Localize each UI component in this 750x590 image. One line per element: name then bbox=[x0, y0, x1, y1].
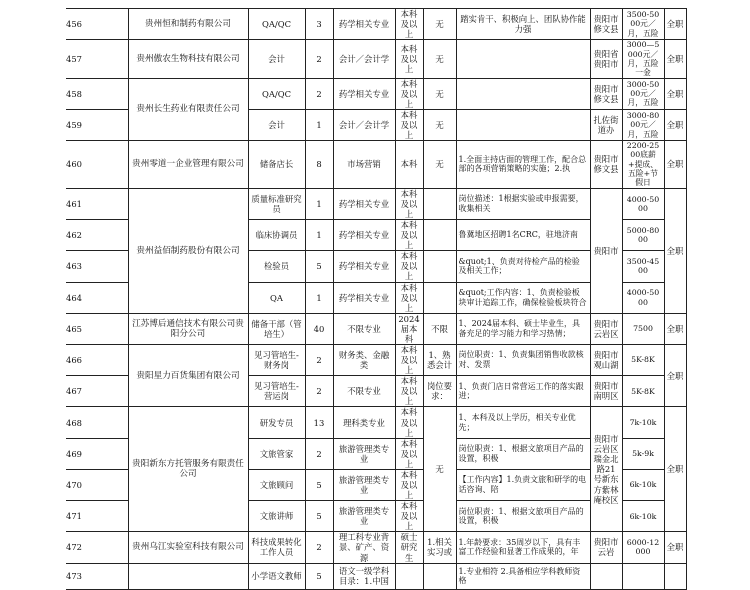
job-requirements: 1、本科及以上学历，相关专业优先； bbox=[456, 407, 590, 438]
position-name: 储备店长 bbox=[248, 141, 305, 189]
experience-requirement: 1、熟悉会计 bbox=[423, 344, 456, 375]
table-row bbox=[66, 563, 686, 589]
education-requirement: 本科及以上 bbox=[395, 438, 423, 469]
job-type: 全职 bbox=[664, 188, 686, 313]
headcount: 1 bbox=[305, 188, 333, 219]
education-requirement: 本科及以上 bbox=[395, 251, 423, 282]
headcount: 5 bbox=[305, 251, 333, 282]
salary: 3000—5000元／月，五险一金 bbox=[622, 40, 664, 78]
company-name: 贵州恒和制药有限公司 bbox=[128, 9, 248, 40]
position-name: 文旅管家 bbox=[248, 438, 305, 469]
experience-requirement: 无 bbox=[423, 109, 456, 140]
headcount: 2 bbox=[305, 438, 333, 469]
table-row bbox=[66, 313, 686, 344]
work-location: 贵阳市修文县 bbox=[590, 78, 622, 109]
row-number: 462 bbox=[66, 220, 128, 251]
experience-requirement: 无 bbox=[423, 78, 456, 109]
company-name: 贵阳星力百货集团有限公司 bbox=[128, 344, 248, 406]
headcount: 2 bbox=[305, 78, 333, 109]
job-listing-table bbox=[66, 8, 687, 590]
company-name: 贵州傲农生物科技有限公司 bbox=[128, 40, 248, 78]
row-number: 457 bbox=[66, 40, 128, 78]
position-name: 质量标准研究员 bbox=[248, 188, 305, 219]
education-requirement: 本科及以上 bbox=[395, 282, 423, 313]
table-row bbox=[66, 9, 686, 40]
job-requirements: 1.年龄要求：35周岁以下，具有丰富工作经验和显著工作成果的，年 bbox=[456, 532, 590, 563]
row-number: 470 bbox=[66, 469, 128, 500]
job-type: 全职 bbox=[664, 532, 686, 563]
major-requirement: 市场营销 bbox=[333, 141, 395, 189]
work-location: 贵阳市云岩 bbox=[590, 532, 622, 563]
salary: 7500 bbox=[622, 313, 664, 344]
headcount: 5 bbox=[305, 501, 333, 532]
position-name: 小学语文教师 bbox=[248, 563, 305, 589]
company-name: 江苏博后通信技术有限公司贵阳分公司 bbox=[128, 313, 248, 344]
salary: 5k-9k bbox=[622, 438, 664, 469]
headcount: 2 bbox=[305, 532, 333, 563]
job-requirements bbox=[456, 78, 590, 109]
education-requirement: 本科及以上 bbox=[395, 344, 423, 375]
row-number: 466 bbox=[66, 344, 128, 375]
headcount: 1 bbox=[305, 282, 333, 313]
headcount: 2 bbox=[305, 344, 333, 375]
row-number: 459 bbox=[66, 109, 128, 140]
row-number: 471 bbox=[66, 501, 128, 532]
work-location: 贵阳市修文县 bbox=[590, 141, 622, 189]
row-number: 467 bbox=[66, 376, 128, 407]
major-requirement: 理科类专业 bbox=[333, 407, 395, 438]
salary bbox=[622, 563, 664, 589]
salary: 6k-10k bbox=[622, 469, 664, 500]
job-type: 全职 bbox=[664, 313, 686, 344]
company-name bbox=[128, 563, 248, 589]
job-requirements: 岗位职责：1、根据文旅项目产品的设置，积极 bbox=[456, 501, 590, 532]
job-type: 全职 bbox=[664, 40, 686, 78]
job-type: 全职 bbox=[664, 344, 686, 406]
job-requirements bbox=[456, 109, 590, 140]
row-number: 456 bbox=[66, 9, 128, 40]
table-row bbox=[66, 344, 686, 375]
position-name: 研发专员 bbox=[248, 407, 305, 438]
major-requirement: 旅游管理类专业 bbox=[333, 469, 395, 500]
position-name: QA/QC bbox=[248, 78, 305, 109]
job-requirements: 踏实肯干、积极向上、团队协作能力强 bbox=[456, 9, 590, 40]
work-location: 贵阳市南明区 bbox=[590, 376, 622, 407]
job-requirements: 1.全面主持店面的管理工作，配合总部的各项营销策略的实施；2.执 bbox=[456, 141, 590, 189]
education-requirement: 本科 bbox=[395, 141, 423, 189]
position-name: 会计 bbox=[248, 40, 305, 78]
work-location: 贵阳市观山湖 bbox=[590, 344, 622, 375]
work-location: 贵阳市 bbox=[590, 188, 622, 313]
salary: 5000-8000 bbox=[622, 220, 664, 251]
salary: 5K-8K bbox=[622, 344, 664, 375]
work-location: 贵阳市云岩区 bbox=[590, 313, 622, 344]
position-name: 见习管培生-财务岗 bbox=[248, 344, 305, 375]
position-name: 文旅顾问 bbox=[248, 469, 305, 500]
salary: 2200-2500底薪+提成、五险+节假日 bbox=[622, 141, 664, 189]
major-requirement: 不限专业 bbox=[333, 313, 395, 344]
row-number: 465 bbox=[66, 313, 128, 344]
salary: 3500-5000元／月，五险 bbox=[622, 9, 664, 40]
job-requirements: &quot;1、负责对待检产品的检验及相关工作； bbox=[456, 251, 590, 282]
headcount: 1 bbox=[305, 109, 333, 140]
table-row bbox=[66, 532, 686, 563]
experience-requirement: 无 bbox=[423, 9, 456, 40]
experience-requirement bbox=[423, 188, 456, 219]
major-requirement: 理工科专业背景、矿产、资源 bbox=[333, 532, 395, 563]
position-name: 储备干部（管培生） bbox=[248, 313, 305, 344]
salary: 4000-5000 bbox=[622, 282, 664, 313]
education-requirement: 本科及以上 bbox=[395, 376, 423, 407]
position-name: 见习管培生-营运岗 bbox=[248, 376, 305, 407]
major-requirement: 会计／会计学 bbox=[333, 40, 395, 78]
education-requirement bbox=[395, 563, 423, 589]
table-row bbox=[66, 407, 686, 438]
position-name: 临床协调员 bbox=[248, 220, 305, 251]
job-type: 全职 bbox=[664, 9, 686, 40]
position-name: 会计 bbox=[248, 109, 305, 140]
company-name: 贵州益佰制药股份有限公司 bbox=[128, 188, 248, 313]
row-number: 464 bbox=[66, 282, 128, 313]
job-listing-table-container bbox=[66, 8, 686, 590]
row-number: 463 bbox=[66, 251, 128, 282]
salary: 6k-10k bbox=[622, 501, 664, 532]
education-requirement: 本科及以上 bbox=[395, 78, 423, 109]
major-requirement: 药学相关专业 bbox=[333, 251, 395, 282]
education-requirement: 本科及以上 bbox=[395, 501, 423, 532]
row-number: 469 bbox=[66, 438, 128, 469]
company-name: 贵州乌江实验室科技有限公司 bbox=[128, 532, 248, 563]
major-requirement: 财务类、金融类 bbox=[333, 344, 395, 375]
row-number: 468 bbox=[66, 407, 128, 438]
job-requirements bbox=[456, 40, 590, 78]
education-requirement: 本科及以上 bbox=[395, 109, 423, 140]
position-name: 科技成果转化工作人员 bbox=[248, 532, 305, 563]
headcount: 2 bbox=[305, 376, 333, 407]
headcount: 2 bbox=[305, 40, 333, 78]
major-requirement: 不限专业 bbox=[333, 376, 395, 407]
experience-requirement: 岗位要求： bbox=[423, 376, 456, 407]
job-type: 全职 bbox=[664, 78, 686, 109]
major-requirement: 旅游管理类专业 bbox=[333, 501, 395, 532]
position-name: QA/QC bbox=[248, 9, 305, 40]
education-requirement: 硕士研究生 bbox=[395, 532, 423, 563]
table-row bbox=[66, 188, 686, 219]
job-requirements: 【工作内容】1.负责文旅和研学的电话咨询、陪 bbox=[456, 469, 590, 500]
education-requirement: 本科及以上 bbox=[395, 188, 423, 219]
row-number: 473 bbox=[66, 563, 128, 589]
education-requirement: 2024届本科 bbox=[395, 313, 423, 344]
job-type: 全职 bbox=[664, 141, 686, 189]
job-type bbox=[664, 563, 686, 589]
headcount: 5 bbox=[305, 469, 333, 500]
position-name: 检验员 bbox=[248, 251, 305, 282]
education-requirement: 本科及以上 bbox=[395, 220, 423, 251]
row-number: 458 bbox=[66, 78, 128, 109]
major-requirement: 旅游管理类专业 bbox=[333, 438, 395, 469]
row-number: 472 bbox=[66, 532, 128, 563]
education-requirement: 本科及以上 bbox=[395, 40, 423, 78]
experience-requirement: 无 bbox=[423, 407, 456, 532]
education-requirement: 本科及以上 bbox=[395, 9, 423, 40]
job-requirements: 岗位描述：1根据实验或申报需要，收集相关 bbox=[456, 188, 590, 219]
headcount: 1 bbox=[305, 220, 333, 251]
salary: 3000-5000元／月，五险 bbox=[622, 78, 664, 109]
education-requirement: 本科及以上 bbox=[395, 407, 423, 438]
company-name: 贵州长生药业有限责任公司 bbox=[128, 78, 248, 140]
headcount: 13 bbox=[305, 407, 333, 438]
job-requirements: 岗位职责：1、负责集团销售收款核对、发票 bbox=[456, 344, 590, 375]
salary: 5K-8K bbox=[622, 376, 664, 407]
job-requirements: 鲁冀地区招聘1名CRC，驻地济南 bbox=[456, 220, 590, 251]
position-name: 文旅讲师 bbox=[248, 501, 305, 532]
major-requirement: 语文一级学科目录：1.中国 bbox=[333, 563, 395, 589]
salary: 6000-12000 bbox=[622, 532, 664, 563]
work-location: 贵阳市云岩区瑞金北路21号新东方紫林庵校区 bbox=[590, 407, 622, 532]
experience-requirement bbox=[423, 220, 456, 251]
work-location: 扎佐街道办 bbox=[590, 109, 622, 140]
table-row bbox=[66, 141, 686, 189]
job-type: 全职 bbox=[664, 407, 686, 532]
experience-requirement bbox=[423, 282, 456, 313]
experience-requirement: 1.相关实习或 bbox=[423, 532, 456, 563]
job-requirements: 1.专业相符 2.具备相应学科教师资格 bbox=[456, 563, 590, 589]
major-requirement: 会计／会计学 bbox=[333, 109, 395, 140]
job-requirements: 岗位职责：1、根据文旅项目产品的设置，积极 bbox=[456, 438, 590, 469]
major-requirement: 药学相关专业 bbox=[333, 188, 395, 219]
work-location: 贵阳省贵阳市 bbox=[590, 40, 622, 78]
major-requirement: 药学相关专业 bbox=[333, 9, 395, 40]
experience-requirement bbox=[423, 563, 456, 589]
work-location bbox=[590, 563, 622, 589]
company-name: 贵阳新东方托管服务有限责任公司 bbox=[128, 407, 248, 532]
work-location: 贵阳市修文县 bbox=[590, 9, 622, 40]
job-requirements: 1、2024届本科、硕士毕业生，具备充足的学习能力和学习热情； bbox=[456, 313, 590, 344]
salary: 7k-10k bbox=[622, 407, 664, 438]
row-number: 461 bbox=[66, 188, 128, 219]
headcount: 8 bbox=[305, 141, 333, 189]
major-requirement: 药学相关专业 bbox=[333, 78, 395, 109]
salary: 4000-5000 bbox=[622, 188, 664, 219]
table-row bbox=[66, 40, 686, 78]
position-name: QA bbox=[248, 282, 305, 313]
job-requirements: 1、负责门店日常营运工作的落实跟进； bbox=[456, 376, 590, 407]
salary: 3500-4500 bbox=[622, 251, 664, 282]
experience-requirement: 无 bbox=[423, 40, 456, 78]
major-requirement: 药学相关专业 bbox=[333, 282, 395, 313]
row-number: 460 bbox=[66, 141, 128, 189]
job-type: 全职 bbox=[664, 109, 686, 140]
table-row bbox=[66, 78, 686, 109]
headcount: 3 bbox=[305, 9, 333, 40]
education-requirement: 本科及以上 bbox=[395, 469, 423, 500]
experience-requirement bbox=[423, 251, 456, 282]
experience-requirement: 无 bbox=[423, 141, 456, 189]
headcount: 40 bbox=[305, 313, 333, 344]
experience-requirement: 不限 bbox=[423, 313, 456, 344]
company-name: 贵州零道一企业管理有限公司 bbox=[128, 141, 248, 189]
major-requirement: 药学相关专业 bbox=[333, 220, 395, 251]
job-requirements: &quot;工作内容：1、负责检验板块审计追踪工作，确保检验板块符合 bbox=[456, 282, 590, 313]
headcount: 5 bbox=[305, 563, 333, 589]
salary: 3000-8000元／月，五险 bbox=[622, 109, 664, 140]
